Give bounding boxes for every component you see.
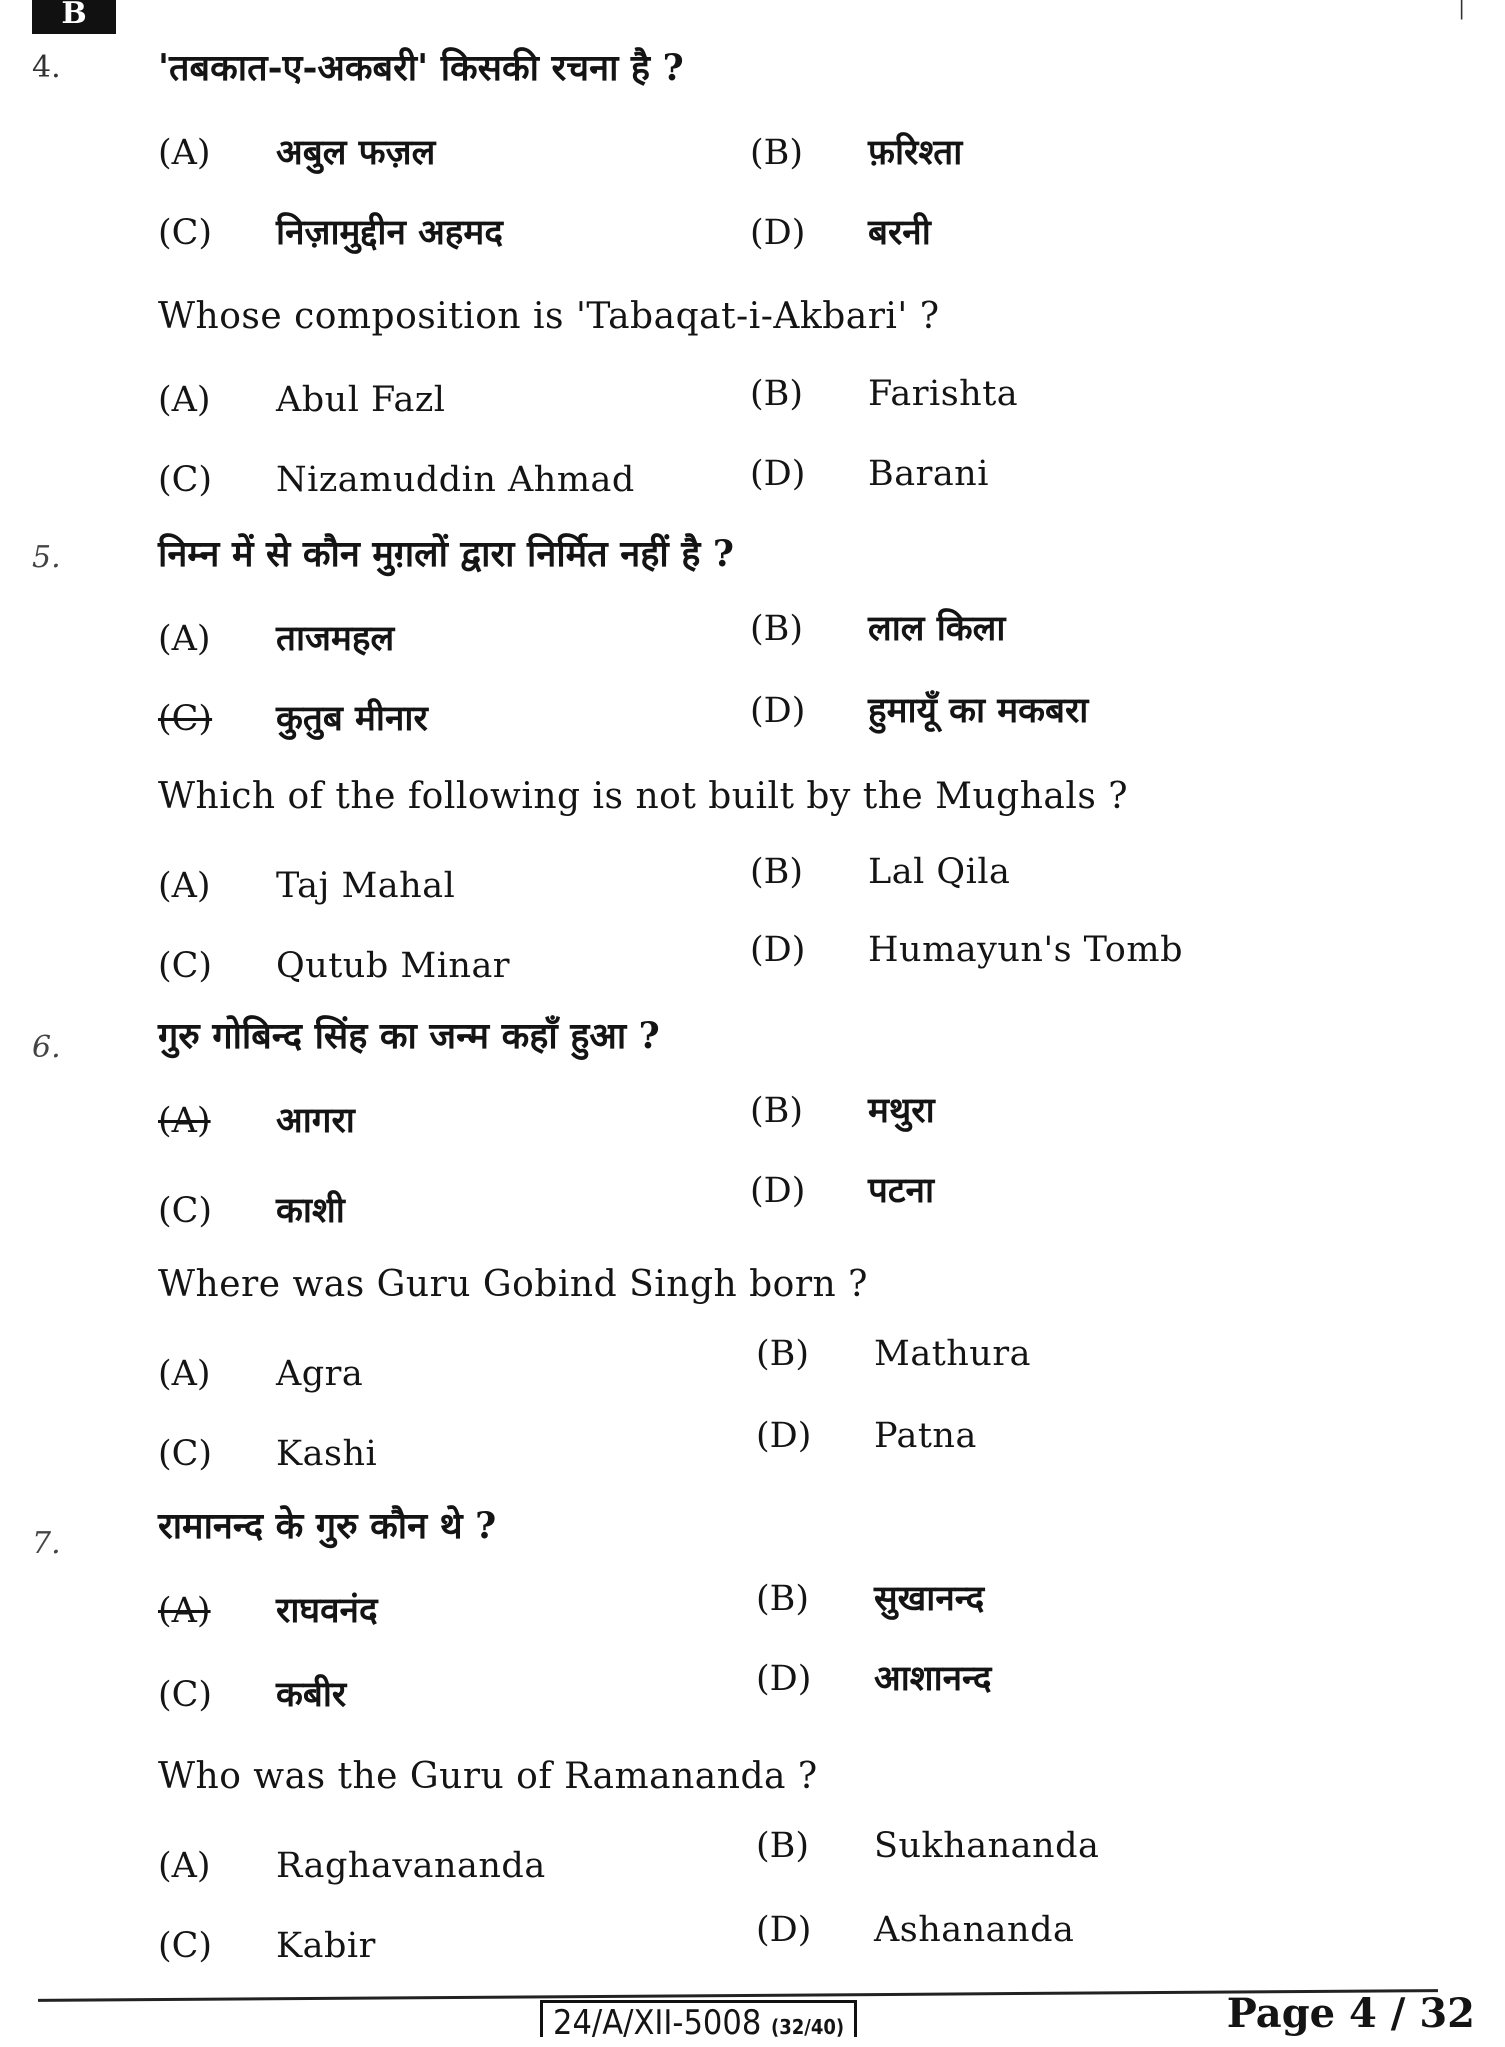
question-number: 4. — [32, 50, 61, 85]
option-d-english: (D) Barani — [750, 454, 989, 494]
option-d-english: (D) Patna — [756, 1416, 977, 1456]
page-number: Page 4 / 32 — [1226, 1990, 1475, 2037]
paper-code: 24/A/XII-5008 (32/40) — [540, 2000, 857, 2037]
corner-mark: | — [1458, 0, 1465, 20]
question-stem-english: Whose composition is 'Tabaqat-i-Akbari' ? — [158, 296, 940, 337]
option-c-hindi: (C) निज़ामुद्दीन अहमद — [158, 212, 503, 253]
set-badge: B — [32, 0, 116, 34]
option-a-english: (A) Raghavananda — [158, 1846, 546, 1886]
option-a-english: (A) Taj Mahal — [158, 866, 456, 906]
option-c-english: (C) Kashi — [158, 1434, 378, 1474]
question-stem-hindi: 'तबकात-ए-अकबरी' किसकी रचना है ? — [158, 47, 684, 89]
option-c-english: (C) Nizamuddin Ahmad — [158, 460, 635, 500]
question-stem-english: Who was the Guru of Ramananda ? — [158, 1756, 818, 1797]
option-b-hindi: (B) फ़रिश्ता — [750, 132, 963, 173]
question-stem-hindi: रामानन्द के गुरु कौन थे ? — [158, 1505, 497, 1547]
question-stem-english: Where was Guru Gobind Singh born ? — [158, 1264, 868, 1305]
question-stem-english: Which of the following is not built by the Mughals ? — [158, 776, 1129, 817]
question-number: 6. — [32, 1030, 61, 1065]
option-d-hindi: (D) आशानन्द — [756, 1658, 992, 1699]
option-b-english: (B) Sukhananda — [756, 1826, 1100, 1866]
option-c-hindi: (C) कबीर — [158, 1674, 347, 1715]
option-c-hindi: (C) कुतुब मीनार — [158, 698, 428, 739]
option-c-hindi: (C) काशी — [158, 1190, 345, 1231]
question-number: 5. — [32, 540, 61, 575]
option-d-english: (D) Humayun's Tomb — [750, 930, 1183, 970]
option-b-hindi: (B) सुखानन्द — [756, 1578, 985, 1619]
option-a-hindi: (A) आगरा — [158, 1100, 355, 1141]
option-a-english: (A) Abul Fazl — [158, 380, 446, 420]
question-number: 7. — [32, 1526, 61, 1561]
option-b-english: (B) Mathura — [756, 1334, 1031, 1374]
question-stem-hindi: गुरु गोबिन्द सिंह का जन्म कहाँ हुआ ? — [158, 1015, 660, 1057]
option-d-hindi: (D) हुमायूँ का मकबरा — [750, 690, 1089, 731]
option-c-english: (C) Qutub Minar — [158, 946, 511, 986]
option-d-hindi: (D) बरनी — [750, 212, 931, 253]
option-b-hindi: (B) लाल किला — [750, 608, 1006, 649]
option-b-english: (B) Lal Qila — [750, 852, 1011, 892]
option-a-hindi: (A) अबुल फज़ल — [158, 132, 436, 173]
option-b-english: (B) Farishta — [750, 374, 1019, 414]
option-a-hindi: (A) राघवनंद — [158, 1590, 378, 1631]
question-stem-hindi: निम्न में से कौन मुग़लों द्वारा निर्मित नहीं है ? — [158, 533, 734, 575]
option-d-hindi: (D) पटना — [750, 1170, 935, 1211]
option-a-hindi: (A) ताजमहल — [158, 618, 395, 659]
option-b-hindi: (B) मथुरा — [750, 1090, 935, 1131]
option-c-english: (C) Kabir — [158, 1926, 376, 1966]
option-d-english: (D) Ashananda — [756, 1910, 1075, 1950]
option-a-english: (A) Agra — [158, 1354, 364, 1394]
